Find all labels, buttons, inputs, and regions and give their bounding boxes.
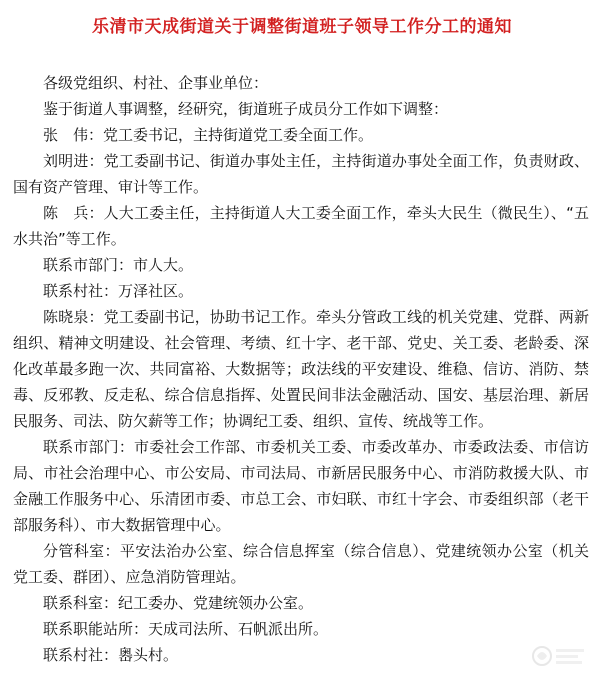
paragraph-chen-bing-departments: 联系市部门：市人大。: [43, 256, 194, 274]
paragraph-chen-bing: 陈 兵：人大工委主任，主持街道人大工委全面工作，牵头大民生（微民生）、“五水共治”等工作。: [13, 204, 589, 248]
paragraph-liu-mingjin: 刘明进：党工委副书记、街道办事处主任，主持街道办事处全面工作，负责财政、国有资产管理、审计等工作。: [13, 152, 589, 196]
paragraph-salutation: 各级党组织、村社、企事业单位：: [43, 74, 269, 92]
document-title: 乐清市天成街道关于调整街道班子领导工作分工的通知: [92, 17, 512, 37]
paragraph-chen-xiaoquan: 陈晓泉：党工委副书记，协助书记工作。牵头分管政工线的机关党建、党群、两新组织、精神文明建设、社会管理、考绩、红十字、老干部、党史、关工委、老龄委、深化改革最多跑一次、共同富裕、大数据等；政法线的平安建设、维稳、信访、消防、禁毒、反邪教、反走私、综合信息指挥、处置民间非法金融活动、国安、基层治理、新居民服务、司法、防欠薪等工作；协调纪工委、组织、宣传、统战等工作。: [13, 308, 589, 430]
paragraph-chen-bing-communities: 联系村社：万泽社区。: [43, 282, 194, 300]
watermark-logo-icon: [530, 638, 590, 674]
paragraph-chen-xiaoquan-departments: 联系市部门：市委社会工作部、市委机关工委、市委改革办、市委政法委、市信访局、市社会治理中心、市公安局、市司法局、市新居民服务中心、市消防救援大队、市金融工作服务中心、乐清团市委、市总工会、市妇联、市红十字会、市委组织部（老干部服务科）、市大数据管理中心。: [13, 438, 589, 534]
paragraph-intro: 鉴于街道人事调整，经研究，街道班子成员分工作如下调整：: [43, 100, 449, 118]
paragraph-zhang-wei: 张 伟：党工委书记，主持街道党工委全面工作。: [43, 126, 374, 144]
paragraph-managed-offices: 分管科室：平安法治办公室、综合信息挥室（综合信息）、党建统领办公室（机关党工委、群团）、应急消防管理站。: [13, 542, 589, 586]
document-body: [13, 70, 589, 668]
paragraph-liaison-offices: 联系科室：纪工委办、党建统领办公室。: [43, 594, 314, 612]
paragraph-liaison-villages: 联系村社：嶴头村。: [43, 646, 179, 664]
paragraph-liaison-stations: 联系职能站所：天成司法所、石帆派出所。: [43, 620, 329, 638]
